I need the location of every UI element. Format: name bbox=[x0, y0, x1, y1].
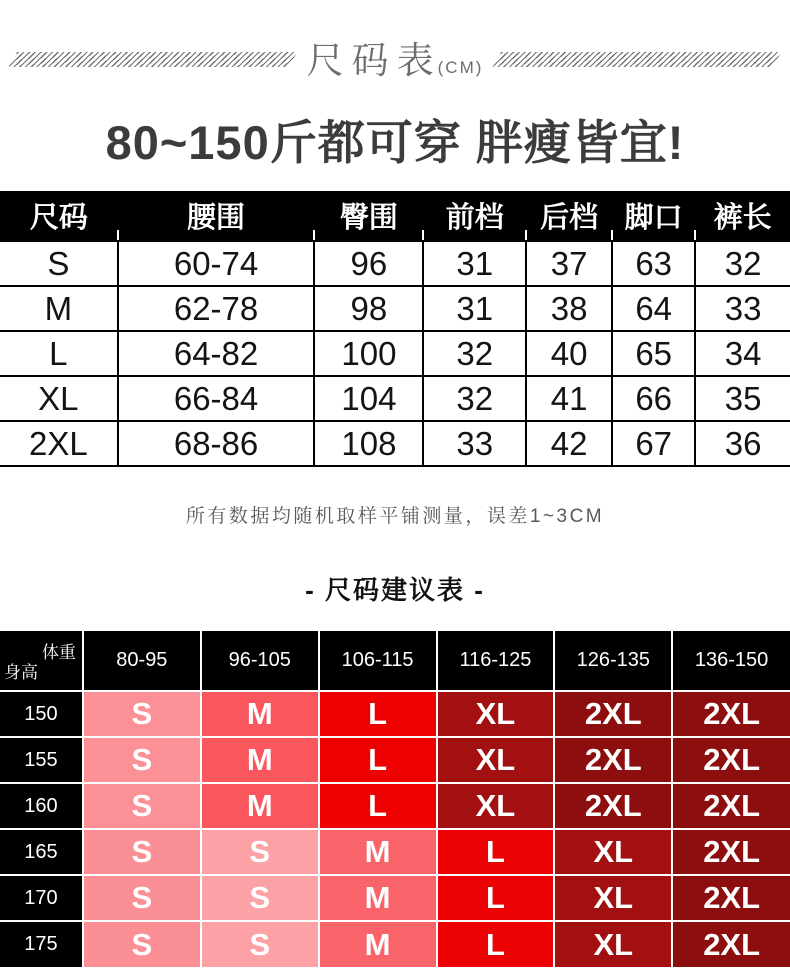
suggestion-cell: XL bbox=[437, 737, 555, 783]
measurement-cell: 33 bbox=[695, 286, 790, 331]
measurement-table bbox=[0, 191, 790, 467]
hatch-decoration-right bbox=[493, 52, 781, 67]
suggestion-cell: S bbox=[201, 829, 319, 875]
table-row bbox=[0, 783, 790, 829]
measurement-cell: 38 bbox=[526, 286, 612, 331]
column-header-size: 尺码 bbox=[0, 191, 118, 241]
table-row bbox=[0, 921, 790, 967]
measurement-cell: 31 bbox=[423, 241, 526, 286]
measurement-cell: 98 bbox=[314, 286, 423, 331]
suggestion-cell: M bbox=[201, 783, 319, 829]
measurement-cell: 33 bbox=[423, 421, 526, 466]
column-header-front-rise: 前档 bbox=[423, 191, 526, 241]
column-header-leg-opening: 脚口 bbox=[612, 191, 695, 241]
table-row bbox=[0, 331, 790, 376]
suggestion-cell: L bbox=[319, 783, 437, 829]
table-row bbox=[0, 421, 790, 466]
measurement-cell: 64-82 bbox=[118, 331, 315, 376]
measurement-cell: 35 bbox=[695, 376, 790, 421]
suggestion-cell: M bbox=[319, 875, 437, 921]
height-row-header: 170 bbox=[0, 875, 83, 921]
measurement-cell: 36 bbox=[695, 421, 790, 466]
table-row bbox=[0, 241, 790, 286]
suggestion-cell: 2XL bbox=[672, 829, 790, 875]
suggestion-cell: S bbox=[201, 875, 319, 921]
suggestion-cell: S bbox=[83, 875, 201, 921]
measurement-cell: 100 bbox=[314, 331, 423, 376]
column-header-waist: 腰围 bbox=[118, 191, 315, 241]
suggestion-cell: 2XL bbox=[672, 921, 790, 967]
suggestion-cell: XL bbox=[437, 691, 555, 737]
weight-column-header: 116-125 bbox=[437, 631, 555, 691]
measurement-header-row bbox=[0, 191, 790, 241]
measurement-cell: 67 bbox=[612, 421, 695, 466]
corner-height-label: 身高 bbox=[4, 663, 38, 682]
suggestion-cell: M bbox=[319, 829, 437, 875]
measurement-cell: 32 bbox=[423, 376, 526, 421]
suggestion-cell: XL bbox=[554, 829, 672, 875]
suggestion-cell: M bbox=[201, 737, 319, 783]
suggestion-cell: L bbox=[319, 691, 437, 737]
suggestion-cell: L bbox=[437, 829, 555, 875]
corner-weight-label: 体重 bbox=[41, 643, 76, 662]
measurement-cell: 108 bbox=[314, 421, 423, 466]
suggestion-cell: 2XL bbox=[554, 783, 672, 829]
column-header-length: 裤长 bbox=[695, 191, 790, 241]
measurement-note: 所有数据均随机取样平铺测量，误差1~3CM bbox=[185, 506, 605, 527]
suggestion-cell: S bbox=[83, 921, 201, 967]
table-row bbox=[0, 376, 790, 421]
weight-column-header: 80-95 bbox=[83, 631, 201, 691]
suggestion-cell: XL bbox=[554, 921, 672, 967]
measurement-cell: 40 bbox=[526, 331, 612, 376]
weight-column-header: 96-105 bbox=[201, 631, 319, 691]
measurement-cell: 66-84 bbox=[118, 376, 315, 421]
weight-column-header: 136-150 bbox=[672, 631, 790, 691]
suggestion-cell: L bbox=[319, 737, 437, 783]
suggestion-cell: XL bbox=[437, 783, 555, 829]
chart-title: 尺码表 bbox=[306, 40, 442, 81]
suggestion-cell: S bbox=[201, 921, 319, 967]
suggestion-cell: 2XL bbox=[554, 691, 672, 737]
table-row bbox=[0, 875, 790, 921]
suggestion-cell: S bbox=[83, 691, 201, 737]
corner-cell bbox=[0, 631, 83, 691]
measurement-cell: 31 bbox=[423, 286, 526, 331]
measurement-cell: 62-78 bbox=[118, 286, 315, 331]
measurement-cell: 63 bbox=[612, 241, 695, 286]
suggestion-cell: M bbox=[319, 921, 437, 967]
measurement-cell: 37 bbox=[526, 241, 612, 286]
suggestion-cell: 2XL bbox=[672, 691, 790, 737]
height-row-header: 165 bbox=[0, 829, 83, 875]
measurement-cell: 68-86 bbox=[118, 421, 315, 466]
suggestion-cell: 2XL bbox=[554, 737, 672, 783]
chart-unit-label: (CM) bbox=[437, 58, 484, 77]
suggestion-cell: 2XL bbox=[672, 783, 790, 829]
measurement-cell: 32 bbox=[695, 241, 790, 286]
column-header-hip: 臀围 bbox=[314, 191, 423, 241]
measurement-cell: 96 bbox=[314, 241, 423, 286]
size-label-cell: M bbox=[0, 286, 118, 331]
measurement-cell: 64 bbox=[612, 286, 695, 331]
suggestion-header-row bbox=[0, 631, 790, 691]
suggestion-cell: XL bbox=[554, 875, 672, 921]
suggestion-cell: L bbox=[437, 875, 555, 921]
measurement-cell: 41 bbox=[526, 376, 612, 421]
measurement-cell: 60-74 bbox=[118, 241, 315, 286]
suggestion-cell: 2XL bbox=[672, 875, 790, 921]
suggestion-table bbox=[0, 631, 790, 967]
measurement-cell: 104 bbox=[314, 376, 423, 421]
suggestion-cell: S bbox=[83, 783, 201, 829]
weight-column-header: 106-115 bbox=[319, 631, 437, 691]
height-row-header: 175 bbox=[0, 921, 83, 967]
measurement-cell: 32 bbox=[423, 331, 526, 376]
size-label-cell: L bbox=[0, 331, 118, 376]
table-row bbox=[0, 737, 790, 783]
page-header bbox=[0, 30, 790, 84]
size-label-cell: S bbox=[0, 241, 118, 286]
weight-column-header: 126-135 bbox=[554, 631, 672, 691]
suggestion-cell: L bbox=[437, 921, 555, 967]
suggestion-cell: S bbox=[83, 829, 201, 875]
height-row-header: 155 bbox=[0, 737, 83, 783]
column-header-back-rise: 后档 bbox=[526, 191, 612, 241]
hatch-decoration-left bbox=[9, 52, 297, 67]
suggestion-cell: S bbox=[83, 737, 201, 783]
suggestion-table-title: - 尺码建议表 - bbox=[305, 575, 485, 605]
height-row-header: 150 bbox=[0, 691, 83, 737]
headline: 80~150斤都可穿 胖瘦皆宜! bbox=[105, 116, 685, 169]
table-row bbox=[0, 691, 790, 737]
chart-title-wrap bbox=[307, 30, 484, 84]
measurement-cell: 34 bbox=[695, 331, 790, 376]
suggestion-cell: 2XL bbox=[672, 737, 790, 783]
height-row-header: 160 bbox=[0, 783, 83, 829]
table-row bbox=[0, 829, 790, 875]
measurement-cell: 66 bbox=[612, 376, 695, 421]
measurement-cell: 42 bbox=[526, 421, 612, 466]
suggestion-cell: M bbox=[201, 691, 319, 737]
size-label-cell: XL bbox=[0, 376, 118, 421]
size-label-cell: 2XL bbox=[0, 421, 118, 466]
table-row bbox=[0, 286, 790, 331]
measurement-cell: 65 bbox=[612, 331, 695, 376]
